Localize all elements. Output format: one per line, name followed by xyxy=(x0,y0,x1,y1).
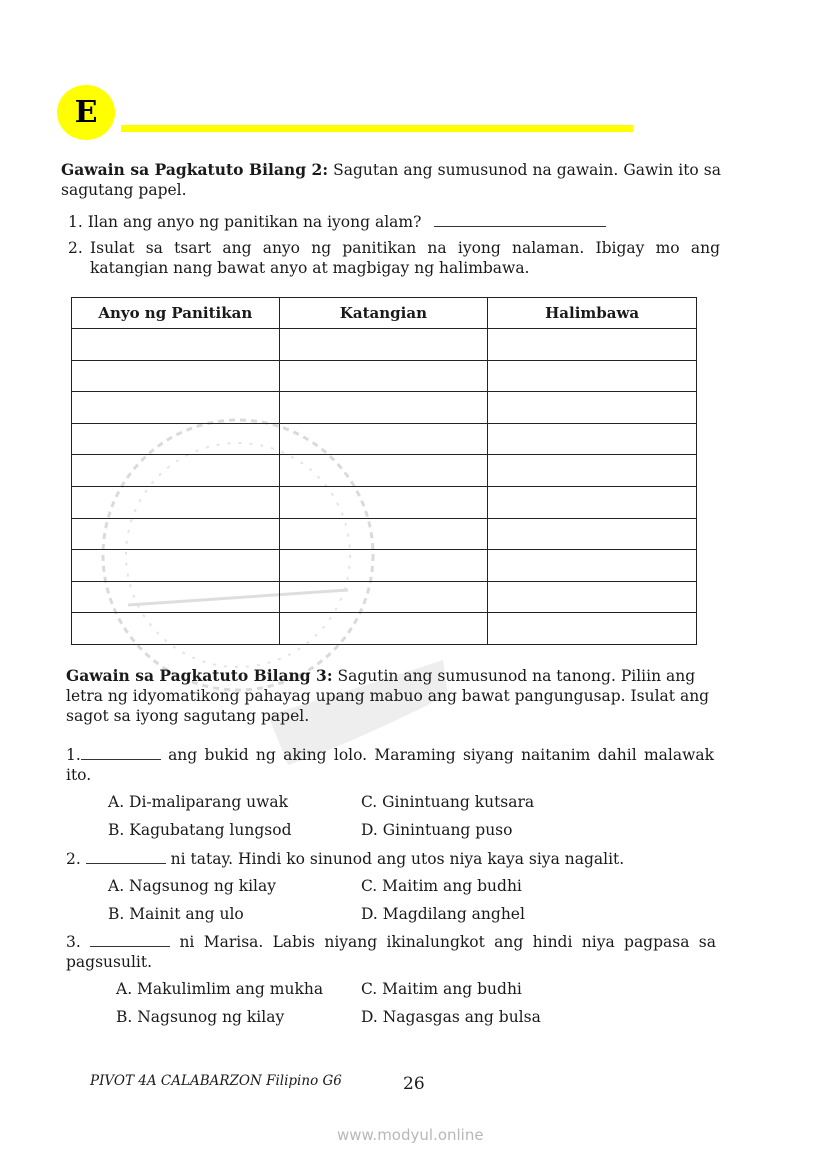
q2-option-a[interactable]: A. Nagsunog ng kilay xyxy=(108,877,277,895)
table-cell[interactable] xyxy=(488,392,697,424)
table-cell[interactable] xyxy=(488,550,697,582)
column-header: Katangian xyxy=(279,298,488,329)
activity2-title: Gawain sa Pagkatuto Bilang 2: xyxy=(61,160,329,179)
table-cell[interactable] xyxy=(279,329,488,361)
site-watermark: www.modyul.online xyxy=(337,1126,484,1144)
q1-option-b[interactable]: B. Kagubatang lungsod xyxy=(108,821,292,839)
answer-blank[interactable] xyxy=(434,212,606,227)
table-cell[interactable] xyxy=(72,518,280,550)
answer-blank[interactable] xyxy=(81,745,161,760)
question-3: 3. ni Marisa. Labis niyang ikinalungkot ang hindi niya pagpasa sa pagsusulit. xyxy=(66,933,716,971)
table-cell[interactable] xyxy=(72,392,280,424)
table-row xyxy=(72,329,697,361)
q3-option-b[interactable]: B. Nagsunog ng kilay xyxy=(116,1008,285,1026)
table-cell[interactable] xyxy=(279,613,488,645)
q1-option-a[interactable]: A. Di-maliparang uwak xyxy=(108,793,289,811)
q1-option-c[interactable]: C. Ginintuang kutsara xyxy=(361,793,535,811)
table-cell[interactable] xyxy=(488,329,697,361)
footer-source: PIVOT 4A CALABARZON Filipino G6 xyxy=(90,1073,342,1089)
table-cell[interactable] xyxy=(488,486,697,518)
table-cell[interactable] xyxy=(72,329,280,361)
table-cell[interactable] xyxy=(279,581,488,613)
table-cell[interactable] xyxy=(72,360,280,392)
table-row xyxy=(72,360,697,392)
answer-blank[interactable] xyxy=(86,849,166,864)
table-row xyxy=(72,486,697,518)
q3-option-c[interactable]: C. Maitim ang budhi xyxy=(361,980,522,998)
table-cell[interactable] xyxy=(279,360,488,392)
table-header-row xyxy=(72,298,697,329)
q2-option-b[interactable]: B. Mainit ang ulo xyxy=(108,905,244,923)
table-row xyxy=(72,455,697,487)
table-cell[interactable] xyxy=(279,550,488,582)
table-cell[interactable] xyxy=(72,455,280,487)
question-2: 2. ni tatay. Hindi ko sinunod ang utos niya kaya siya nagalit. xyxy=(66,850,625,868)
section-badge xyxy=(57,85,115,140)
q2-option-c[interactable]: C. Maitim ang budhi xyxy=(361,877,522,895)
table-cell[interactable] xyxy=(488,581,697,613)
table-row xyxy=(72,518,697,550)
section-letter: E xyxy=(74,95,98,130)
table-cell[interactable] xyxy=(72,550,280,582)
section-title-underline xyxy=(121,125,633,132)
table-row xyxy=(72,423,697,455)
q3-option-a[interactable]: A. Makulimlim ang mukha xyxy=(116,980,324,998)
table-cell[interactable] xyxy=(279,392,488,424)
table-row xyxy=(72,581,697,613)
literature-chart-table xyxy=(71,297,697,645)
table-cell[interactable] xyxy=(279,486,488,518)
table-row xyxy=(72,392,697,424)
table-cell[interactable] xyxy=(488,613,697,645)
activity3-title: Gawain sa Pagkatuto Bilang 3: xyxy=(66,666,333,685)
table-cell[interactable] xyxy=(72,613,280,645)
page-number: 26 xyxy=(403,1074,425,1094)
q1-option-d[interactable]: D. Ginintuang puso xyxy=(361,821,513,839)
table-cell[interactable] xyxy=(279,518,488,550)
table-cell[interactable] xyxy=(72,581,280,613)
answer-blank[interactable] xyxy=(90,932,170,947)
q2-option-d[interactable]: D. Magdilang anghel xyxy=(361,905,525,923)
activity2-item-2: 2. Isulat sa tsart ang anyo ng panitikan na iyong nalaman. Ibigay mo ang katangian nang bawat anyo at magbigay ng halimbawa. xyxy=(68,239,720,277)
table-cell[interactable] xyxy=(279,423,488,455)
column-header: Anyo ng Panitikan xyxy=(72,298,280,329)
table-cell[interactable] xyxy=(488,423,697,455)
table-cell[interactable] xyxy=(72,423,280,455)
table-row xyxy=(72,550,697,582)
activity2-item-1: 1. Ilan ang anyo ng panitikan na iyong alam? xyxy=(68,212,728,232)
column-header: Halimbawa xyxy=(488,298,697,329)
activity2-instruction: Gawain sa Pagkatuto Bilang 2: Sagutan ang sumusunod na gawain. Gawin ito sa sagutang papel. xyxy=(61,160,722,199)
question-1: 1. ang bukid ng aking lolo. Maraming siyang naitanim dahil malawak ito. xyxy=(66,746,714,784)
q3-option-d[interactable]: D. Nagasgas ang bulsa xyxy=(361,1008,541,1026)
table-cell[interactable] xyxy=(488,518,697,550)
table-cell[interactable] xyxy=(488,455,697,487)
table-cell[interactable] xyxy=(488,360,697,392)
table-cell[interactable] xyxy=(279,455,488,487)
table-row xyxy=(72,613,697,645)
activity3-instruction: Gawain sa Pagkatuto Bilang 3: Sagutin ang sumusunod na tanong. Piliin ang letra ng idyomatikong pahayag upang mabuo ang bawat pangungusap. Isulat ang sagot sa iyong sagutang papel. xyxy=(66,666,710,725)
table-cell[interactable] xyxy=(72,486,280,518)
